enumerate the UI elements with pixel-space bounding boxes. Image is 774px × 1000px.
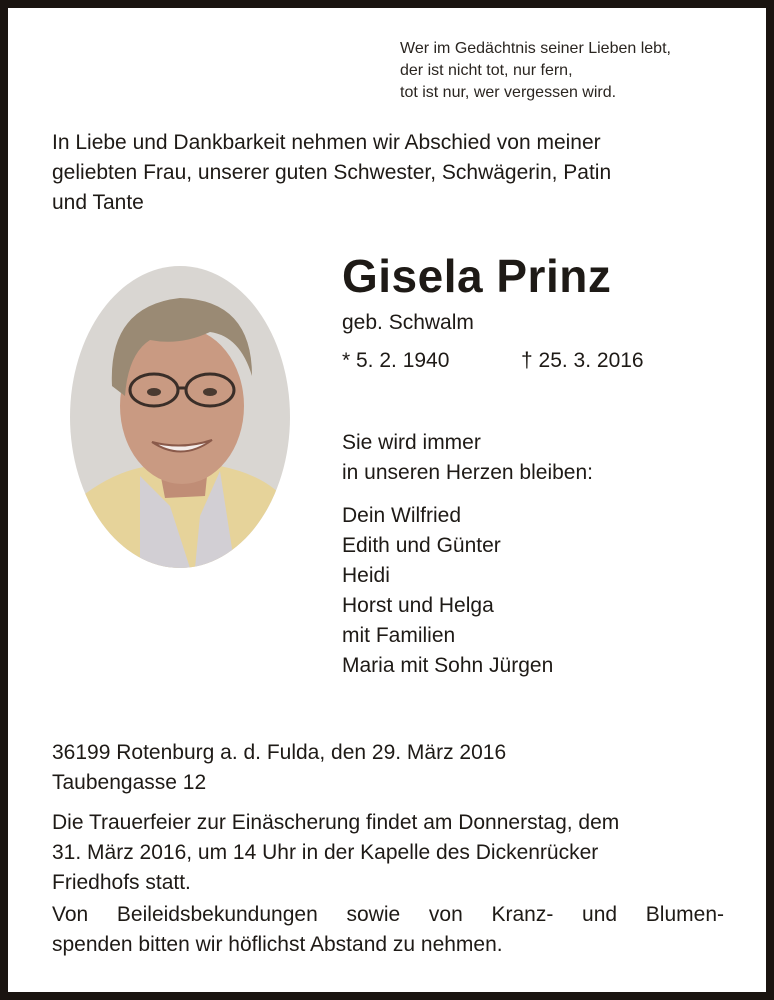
place-date-line: 36199 Rotenburg a. d. Fulda, den 29. März 2016 (52, 741, 507, 764)
memorial-poem (400, 38, 671, 104)
poem-line: tot ist nur, wer vergessen wird. (400, 84, 617, 101)
condolence-notice (52, 900, 724, 960)
mourner-item: Heidi (342, 564, 390, 587)
condolence-line: Von Beileidsbekundungen sowie von Kranz- und Blumen- (52, 903, 724, 926)
funeral-notice (52, 808, 724, 898)
poem-line: der ist nicht tot, nur fern, (400, 62, 573, 79)
intro-text (52, 128, 732, 218)
funeral-line: Friedhofs statt. (52, 871, 191, 894)
mourner-item: Dein Wilfried (342, 504, 462, 527)
intro-line: geliebten Frau, unserer guten Schwester, Schwägerin, Patin (52, 161, 612, 184)
intro-line: In Liebe und Dankbarkeit nehmen wir Abschied von meiner (52, 131, 601, 154)
funeral-line: Die Trauerfeier zur Einäscherung findet am Donnerstag, dem (52, 811, 620, 834)
obituary-card (8, 8, 766, 992)
mourner-item: Horst und Helga (342, 594, 494, 617)
portrait-photo (70, 266, 290, 568)
address-line: Taubengasse 12 (52, 771, 207, 794)
funeral-line: 31. März 2016, um 14 Uhr in der Kapelle des Dickenrücker (52, 841, 599, 864)
place-and-address (52, 738, 506, 798)
poem-line: Wer im Gedächtnis seiner Lieben lebt, (400, 40, 671, 57)
maiden-name: geb. Schwalm (342, 311, 474, 334)
portrait-illustration (70, 266, 290, 568)
mourner-item: Edith und Günter (342, 534, 501, 557)
intro-line: und Tante (52, 191, 144, 214)
death-date: † 25. 3. 2016 (521, 349, 644, 372)
remembrance-text (342, 428, 593, 488)
mourner-item: mit Familien (342, 624, 456, 647)
birth-date: * 5. 2. 1940 (342, 349, 450, 372)
remembrance-line: in unseren Herzen bleiben: (342, 461, 593, 484)
mourners-list (342, 501, 553, 681)
remembrance-line: Sie wird immer (342, 431, 481, 454)
condolence-line: spenden bitten wir höflichst Abstand zu nehmen. (52, 933, 503, 956)
deceased-name: Gisela Prinz (342, 250, 612, 302)
mourner-item: Maria mit Sohn Jürgen (342, 654, 554, 677)
